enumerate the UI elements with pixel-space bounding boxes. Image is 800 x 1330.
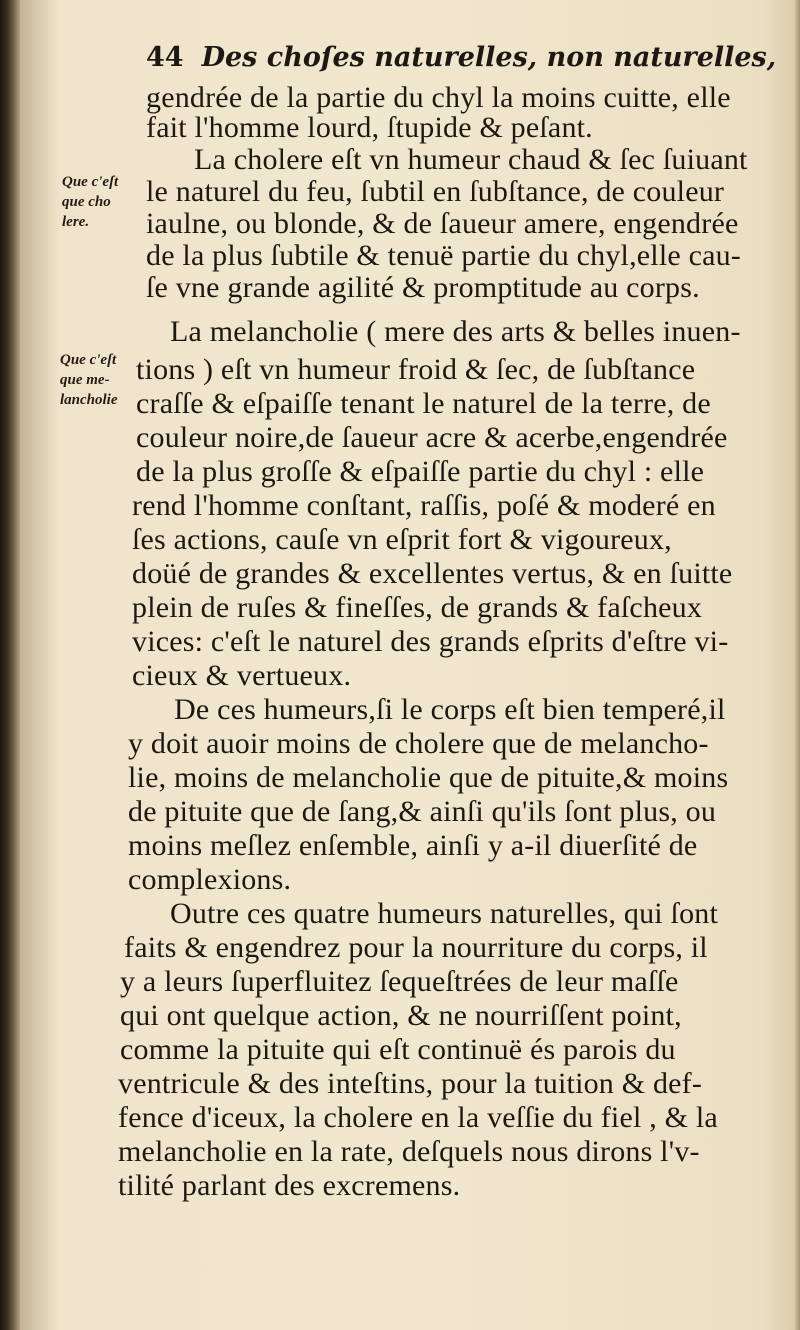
text-line: doüé de grandes & excellentes vertus, & en ſuitte [132, 557, 733, 590]
text-line: ſes actions, cauſe vn eſprit fort & vigoureux, [132, 523, 672, 556]
text-line: complexions. [128, 863, 292, 896]
text-line: de pituite que de ſang,& ainſi qu'ils ſont plus, ou [128, 795, 717, 828]
text-line: La melancholie ( mere des arts & belles inuen- [170, 315, 741, 348]
text-line: ventricule & des inteſtins, pour la tuition & def- [118, 1067, 703, 1100]
text-line: fait l'homme lourd, ſtupide & peſant. [146, 111, 593, 144]
text-line: vices: c'eſt le naturel des grands eſprits d'eſtre vi- [132, 625, 729, 658]
page-number: 44 [146, 42, 184, 73]
text-line: couleur noire,de ſaueur acre & acerbe,engendrée [136, 421, 728, 454]
text-line: rend l'homme conſtant, raſſis, poſé & moderé en [132, 489, 716, 522]
text-line: plein de ruſes & fineſſes, de grands & faſcheux [132, 591, 703, 624]
running-title: Des choſes naturelles, non naturelles, [201, 42, 777, 73]
text-line: gendrée de la partie du chyl la moins cuitte, elle [146, 81, 731, 114]
text-line: lie, moins de melancholie que de pituite,& moins [128, 761, 729, 794]
margin-note-line: lere. [62, 214, 90, 230]
text-line: fence d'iceux, la cholere en la veſſie du fiel , & la [118, 1101, 718, 1134]
text-line: La cholere eſt vn humeur chaud & ſec ſuiuant [194, 143, 748, 176]
margin-note-line: Que c'eſt [60, 352, 117, 368]
text-line: ſe vne grande agilité & promptitude au corps. [146, 271, 700, 304]
text-line: Outre ces quatre humeurs naturelles, qui ſont [170, 897, 719, 930]
text-line: comme la pituite qui eſt continuë és parois du [120, 1033, 676, 1066]
text-line: de la plus groſſe & eſpaiſſe partie du chyl : elle [136, 455, 705, 488]
text-line: tions ) eſt vn humeur froid & ſec, de ſubſtance [136, 353, 696, 386]
text-line: de la plus ſubtile & tenuë partie du chyl,elle cau- [146, 239, 741, 272]
margin-note-line: lancholie [60, 392, 118, 408]
text-line: De ces humeurs,ſi le corps eſt bien temperé,il [174, 693, 726, 726]
text-line: le naturel du feu, ſubtil en ſubſtance, de couleur [146, 175, 725, 208]
text-line: cieux & vertueux. [132, 659, 352, 692]
margin-note-line: que cho [62, 194, 111, 210]
margin-note-line: Que c'eſt [62, 174, 119, 190]
text-line: faits & engendrez pour la nourriture du corps, il [124, 931, 708, 964]
margin-note-line: que me- [60, 372, 110, 388]
text-line: moins meſlez enſemble, ainſi y a-il diuerſité de [128, 829, 698, 862]
text-line: craſſe & eſpaiſſe tenant le naturel de la terre, de [136, 387, 711, 420]
text-line: tilité parlant des excremens. [118, 1169, 461, 1202]
text-line: melancholie en la rate, deſquels nous dirons l'v- [118, 1135, 700, 1168]
text-line: y a leurs ſuperfluitez ſequeſtrées de leur maſſe [120, 965, 679, 998]
text-line: y doit auoir moins de cholere que de melancho- [128, 727, 709, 760]
text-line: qui ont quelque action, & ne nourriſſent point, [120, 999, 682, 1032]
text-line: iaulne, ou blonde, & de ſaueur amere, engendrée [146, 207, 739, 240]
